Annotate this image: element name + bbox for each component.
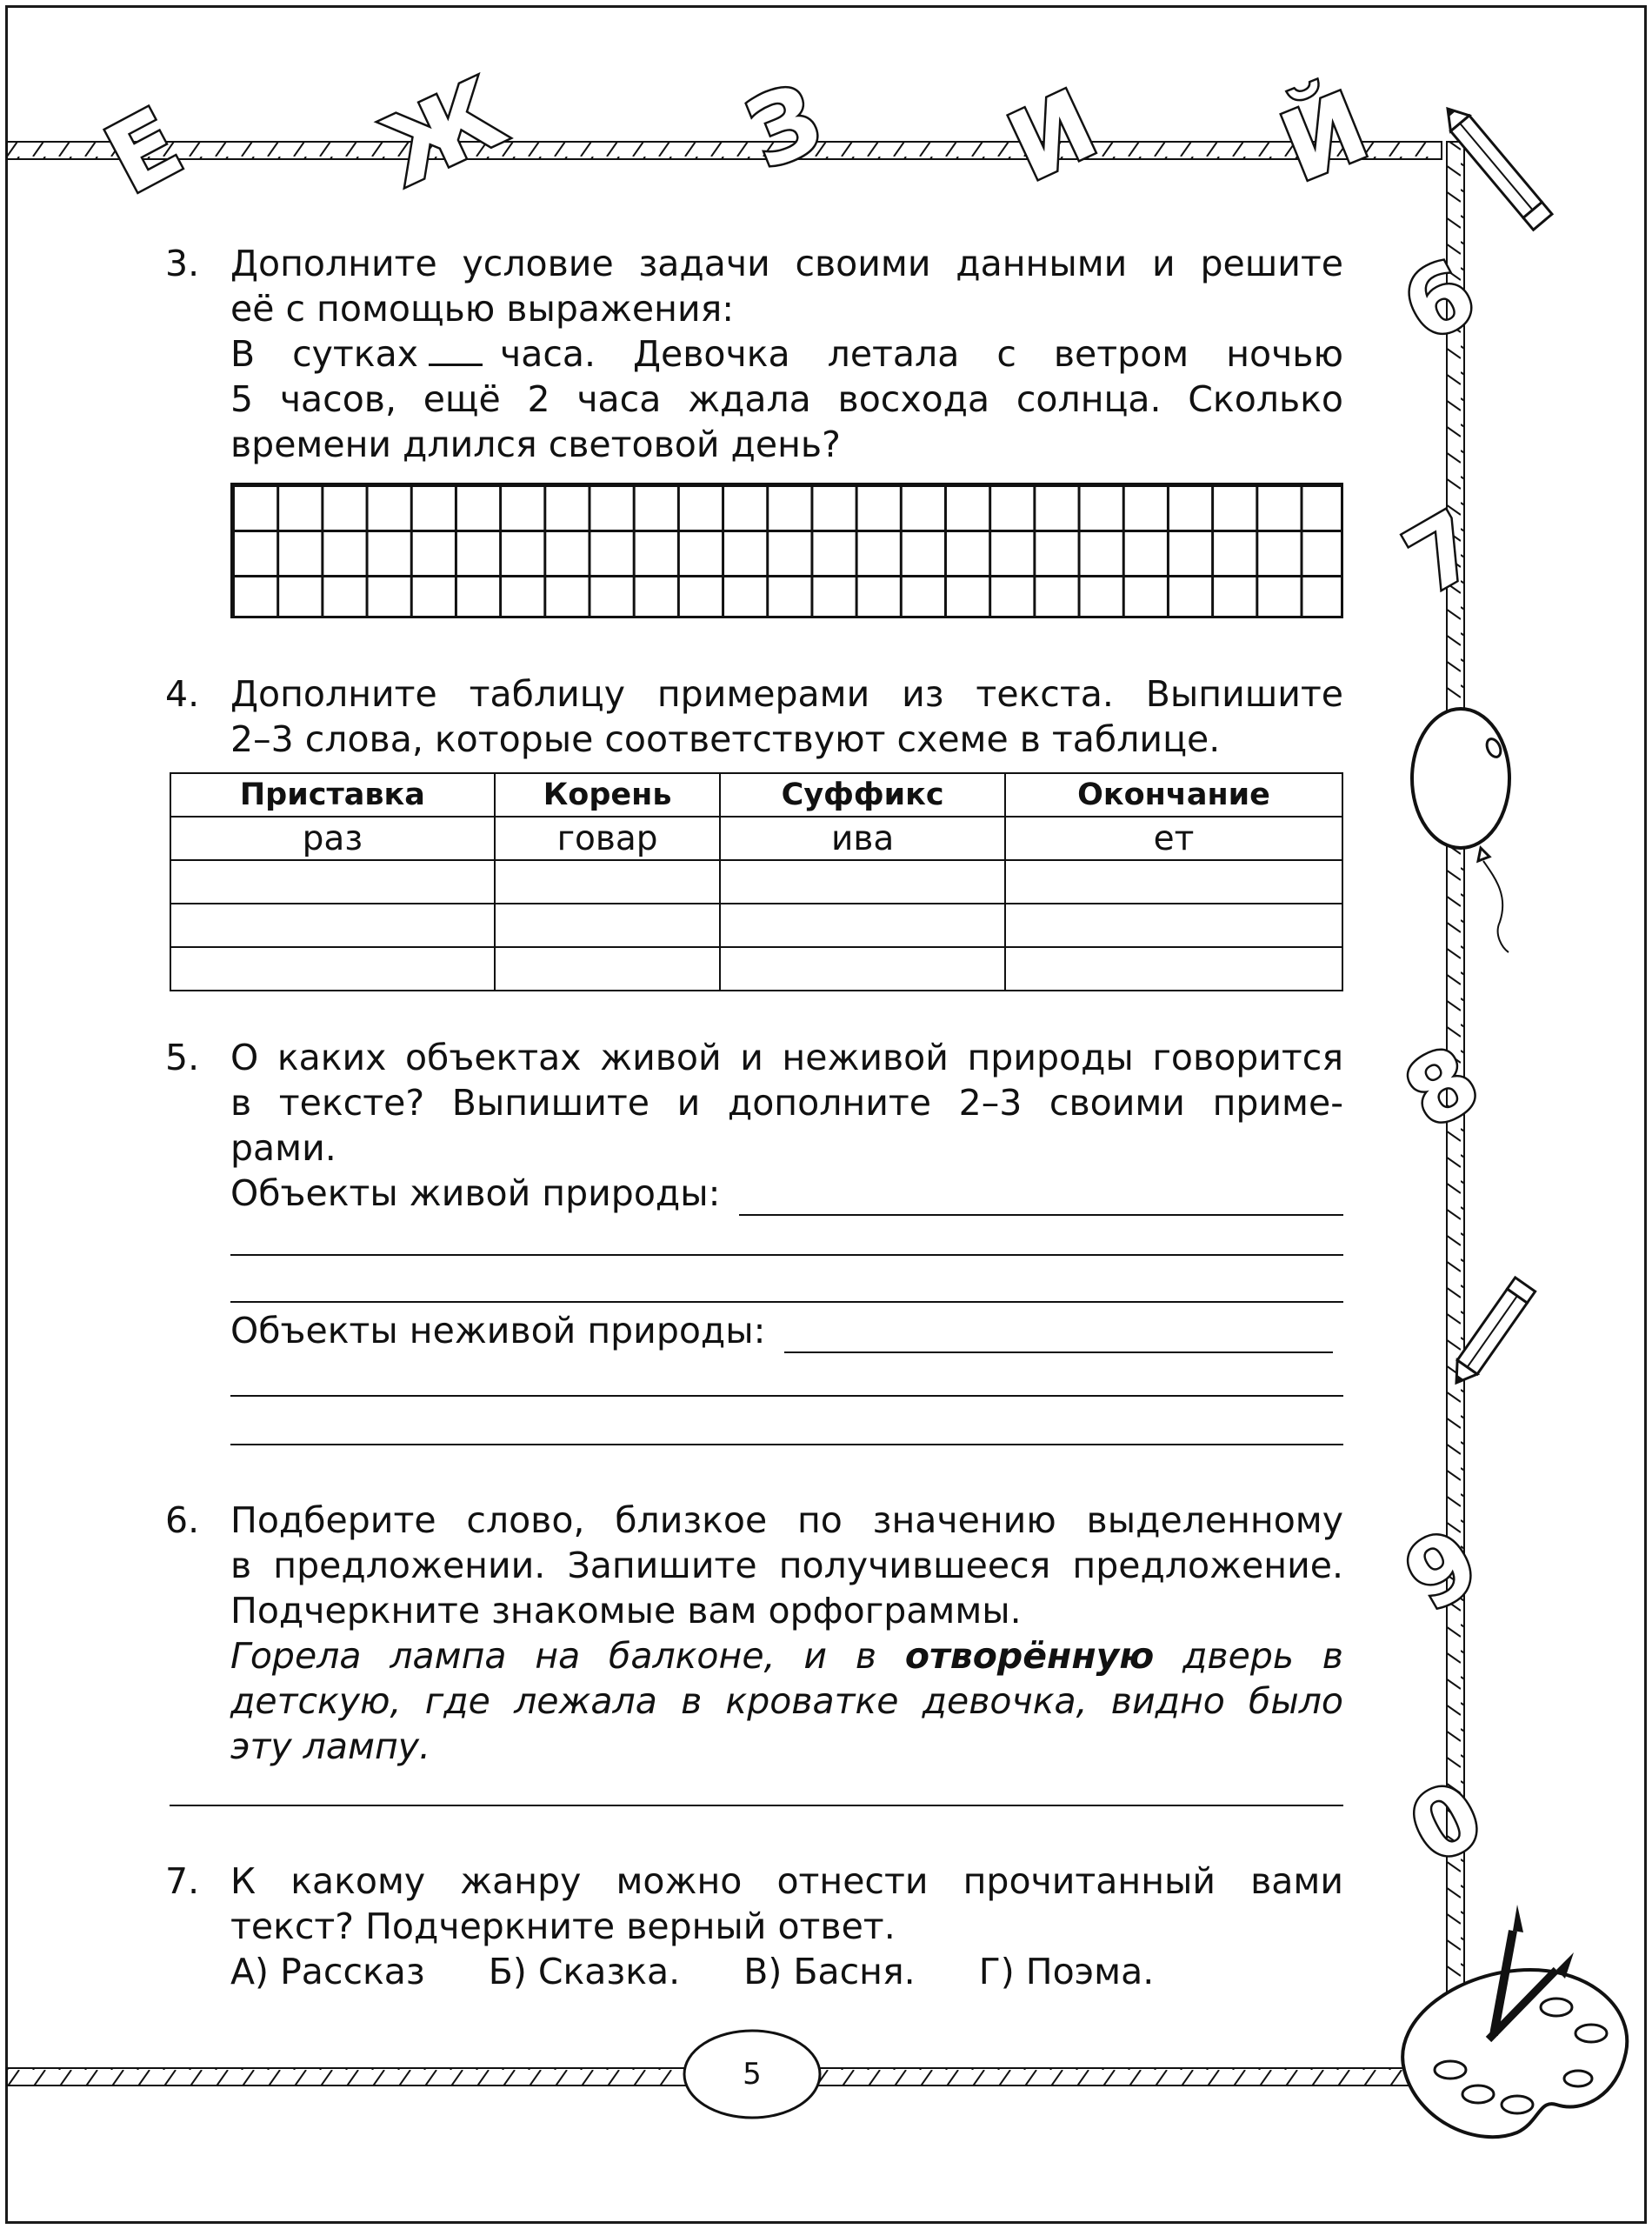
living-objects-row: [230, 1171, 1343, 1216]
number-8: 8: [1388, 1025, 1496, 1150]
table-cell[interactable]: [495, 860, 721, 904]
table-cell[interactable]: [720, 947, 1005, 991]
table-cell[interactable]: [170, 904, 495, 947]
quote-line-1: Горела лампа на балконе, и в отворённую дверь в: [230, 1635, 1343, 1677]
table-cell[interactable]: [1005, 947, 1342, 991]
table-cell[interactable]: [720, 860, 1005, 904]
q5-line-1: О каких объектах живой и неживой природы говорится: [230, 1037, 1343, 1078]
number-9: 9: [1388, 1508, 1496, 1632]
living-label: Объекты живой природы:: [230, 1172, 721, 1214]
q3-line-4: 5 часов, ещё 2 часа ждала восхода солнца. Сколько: [230, 378, 1343, 420]
nonliving-answer-line[interactable]: [784, 1318, 1333, 1353]
quote-line-3: эту лампу.: [230, 1725, 431, 1767]
letter-e: Е: [89, 86, 199, 216]
morpheme-table: [170, 772, 1343, 991]
living-answer-line[interactable]: [739, 1181, 1343, 1216]
letter-ii: Й: [1266, 70, 1383, 204]
letter-zh: Ж: [366, 57, 521, 208]
answer-line[interactable]: [230, 1216, 1343, 1256]
nonliving-label: Объекты неживой природы:: [230, 1310, 766, 1351]
question-number: 7.: [165, 1860, 200, 1902]
table-cell[interactable]: [170, 947, 495, 991]
hours-blank[interactable]: [429, 332, 483, 366]
table-cell[interactable]: [495, 904, 721, 947]
header-suffix: Суффикс: [720, 773, 1005, 817]
q6-line-1: Подберите слово, близкое по значению выделенному: [230, 1499, 1343, 1541]
header-prefix: Приставка: [170, 773, 495, 817]
cell-root: говар: [495, 817, 721, 860]
header-ending: Окончание: [1005, 773, 1342, 817]
option-c[interactable]: В) Басня.: [743, 1951, 916, 1992]
option-a[interactable]: А) Рассказ: [230, 1951, 425, 1992]
question-6: [165, 1498, 1343, 1769]
table-row[interactable]: [170, 860, 1342, 904]
answer-grid[interactable]: [230, 483, 1343, 618]
answer-options: [230, 1949, 1343, 1994]
quote-line-2: детскую, где лежала в кроватке девочка, видно было: [230, 1680, 1343, 1722]
question-number: 6.: [165, 1499, 200, 1541]
question-3: [165, 241, 1343, 618]
option-b[interactable]: Б) Сказка.: [488, 1951, 681, 1992]
number-6: 6: [1386, 239, 1493, 364]
number-7: 7: [1388, 491, 1496, 615]
letter-i: И: [992, 68, 1113, 204]
top-ruler: [7, 142, 1442, 159]
table-cell[interactable]: [1005, 860, 1342, 904]
question-number: 5.: [165, 1037, 200, 1078]
q7-line-2: текст? Подчеркните верный ответ.: [230, 1905, 896, 1947]
header-root: Корень: [495, 773, 721, 817]
q3-line-5: времени длился световой день?: [230, 424, 841, 465]
q6-line-2: в предложении. Запишите получившееся предложение.: [230, 1545, 1343, 1586]
q5-line-3: рами.: [230, 1127, 336, 1169]
table-cell[interactable]: [720, 904, 1005, 947]
nonliving-objects-row: [230, 1303, 1343, 1353]
answer-line[interactable]: [230, 1256, 1343, 1303]
table-row: [170, 817, 1342, 860]
q3-line-3: В сутках часа. Девочка летала с ветром ночью: [230, 333, 1343, 375]
highlighted-word: отворённую: [904, 1635, 1155, 1677]
letter-z: З: [731, 62, 837, 191]
q6-line-3: Подчеркните знакомые вам орфограммы.: [230, 1590, 1022, 1632]
answer-line[interactable]: [230, 1397, 1343, 1445]
page-number: 5: [743, 2057, 762, 2092]
answer-line[interactable]: [170, 1805, 1343, 1806]
table-cell[interactable]: [1005, 904, 1342, 947]
question-5: [165, 1035, 1343, 1445]
q3-line-1: Дополните условие задачи своими данными и решите: [230, 243, 1343, 284]
q3-line-2: её с помощью выражения:: [230, 288, 735, 330]
table-row[interactable]: [170, 904, 1342, 947]
question-4: [165, 671, 1343, 762]
q7-line-1: К какому жанру можно отнести прочитанный вами: [230, 1860, 1343, 1902]
cell-prefix: раз: [170, 817, 495, 860]
table-cell[interactable]: [170, 860, 495, 904]
answer-line[interactable]: [230, 1353, 1343, 1397]
palette-icon: [1402, 1905, 1627, 2137]
q5-line-2: в тексте? Выпишите и дополните 2–3 своими приме-: [230, 1082, 1343, 1124]
cell-ending: ет: [1005, 817, 1342, 860]
option-d[interactable]: Г) Поэма.: [978, 1951, 1155, 1992]
q4-line-2: 2–3 слова, которые соответствуют схеме в таблице.: [230, 718, 1221, 760]
number-0: 0: [1393, 1761, 1500, 1885]
question-number: 4.: [165, 673, 200, 715]
question-7: [165, 1859, 1343, 1994]
table-cell[interactable]: [495, 947, 721, 991]
table-header-row: [170, 773, 1342, 817]
cell-suffix: ива: [720, 817, 1005, 860]
table-row[interactable]: [170, 947, 1342, 991]
q4-line-1: Дополните таблицу примерами из текста. Выпишите: [230, 673, 1343, 715]
question-number: 3.: [165, 243, 200, 284]
